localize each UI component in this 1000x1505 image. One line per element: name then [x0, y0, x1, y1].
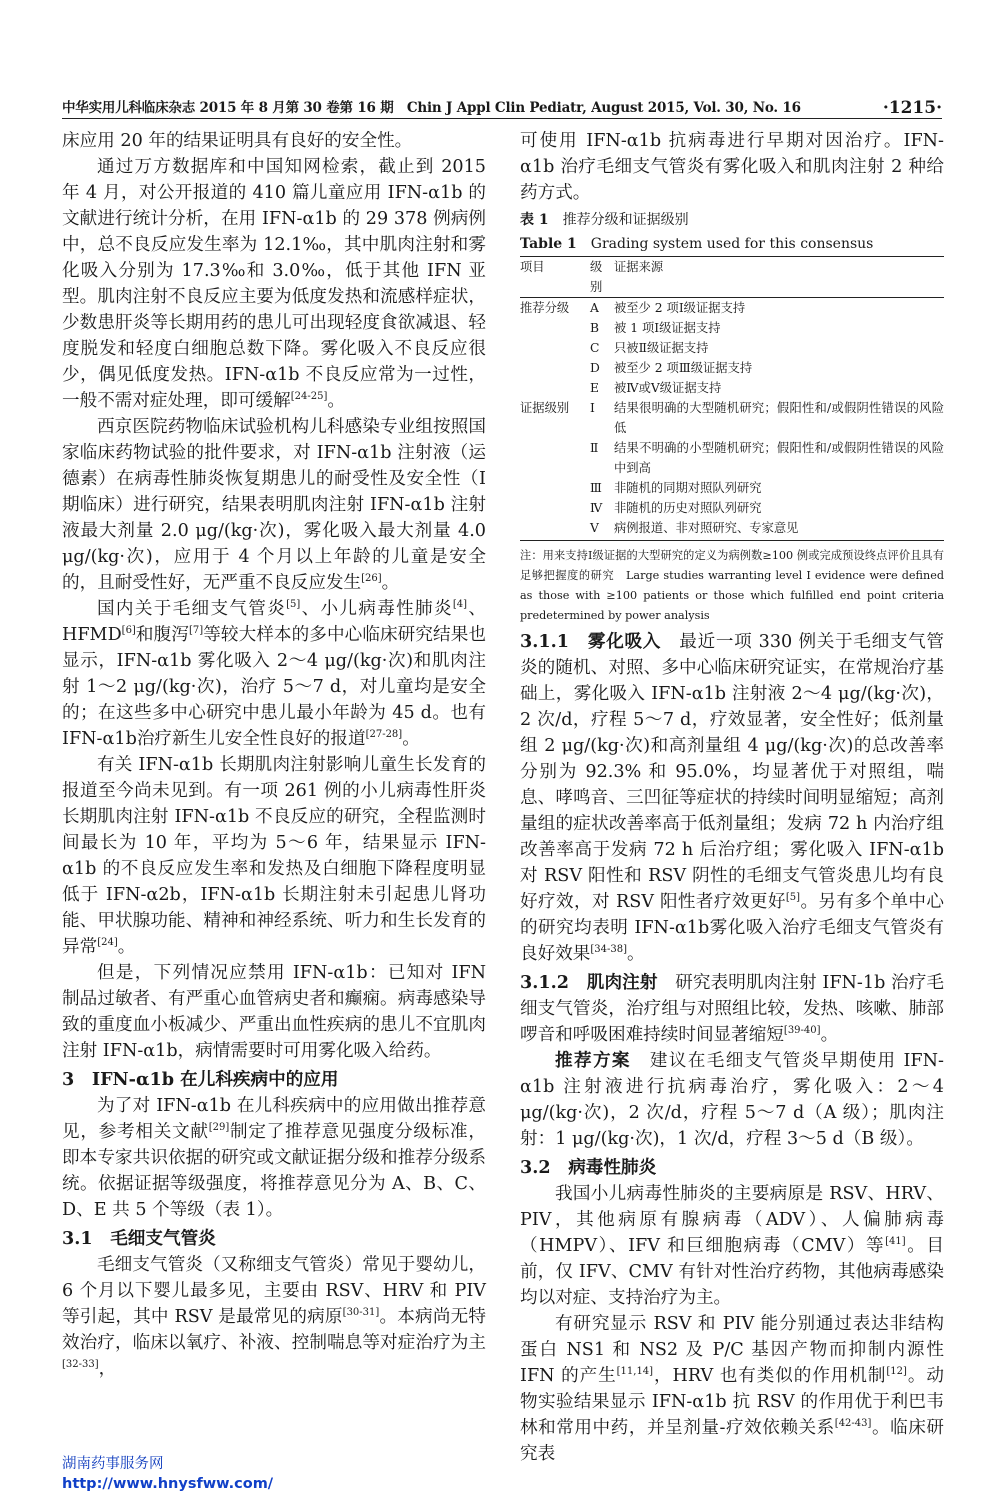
subsubsection-heading: 3.1.2 肌肉注射: [520, 972, 658, 993]
site-name: 湖南药事服务网: [62, 1456, 164, 1472]
paragraph: 为了对 IFN-α1b 在儿科疾病中的应用做出推荐意见，参考相关文献[29]制定了推荐意见强度分级标准，即本专家共识依据的研究或文献证据分级和推荐分级系统。依据证据等级强度，将推荐意见分为 A、B、C、D、E 共 5 个等级（表 1）。: [62, 1096, 486, 1220]
citation: [7]: [188, 625, 204, 636]
paragraph: 床应用 20 年的结果证明具有良好的安全性。: [62, 131, 413, 151]
subsection-heading: 3.1 毛细支气管炎: [62, 1228, 216, 1249]
paragraph: 有关 IFN-α1b 长期肌肉注射影响儿童生长发育的报道至今尚未见到。有一项 261 例的小儿病毒性肝炎长期肌肉注射 IFN-α1b 不良反应的研究，全程监测时间最长为 10 年，平均为 5～6 年，结果显示 IFN-α1b 的不良反应发生率和发热及白细胞下降程度明显低于 IFN-α2b，IFN-α1b 长期注射未引起患儿肾功能、甲状腺功能、精神和神经系统、听力和生长发育的异常[24]。: [62, 755, 486, 957]
table-cell: C: [590, 341, 600, 355]
table-cell: [520, 498, 590, 518]
paragraph: 毛细支气管炎（又称细支气管炎）常见于婴幼儿，6 个月以下婴儿最多见，主要由 RSV、HRV 和 PIV 等引起，其中 RSV 是最常见的病原[30-31]。本病尚无特效治疗，临床以氧疗、补液、控制喘息等对症治疗为主[32-33]，: [62, 1255, 486, 1379]
table-cell: Ⅱ: [590, 441, 599, 455]
table-caption-en: Table 1 Grading system used for this consensus: [520, 236, 874, 252]
citation: [12]: [886, 1366, 907, 1377]
table-header-cell: 项目: [520, 257, 590, 298]
paragraph: 但是，下列情况应禁用 IFN-α1b：已知对 IFN 制品过敏者、有严重心血管病史者和癫痫。病毒感染导致的重度血小板减少、严重出血性疾病的患儿不宜肌肉注射 IFN-α1b，病情需要时可用雾化吸入给药。: [62, 963, 486, 1061]
paragraph: 3.1.1 雾化吸入 最近一项 330 例关于毛细支气管炎的随机、对照、多中心临床研究证实，在常规治疗基础上，雾化吸入 IFN-α1b 注射液 2～4 μg/(kg·次)，2 次/d，疗程 5～7 d，疗效显著，安全性好；低剂量组 2 μg/(kg·次)和高剂量组 4 μg/(kg·次)的总改善率分别为 92.3% 和 95.0%，均显著优于对照组，喘息、哮鸣音、三凹征等症状的持续时间明显缩短；高剂量组的症状改善率高于低剂量组；发病 72 h 内治疗组改善率高于发病 72 h 后治疗组；雾化吸入 IFN-α1b 对 RSV 阳性和 RSV 阴性的毛细支气管炎患儿均有良好疗效，对 RSV 阳性者疗效更好[5]。另有多个单中心的研究均表明 IFN-α1b雾化吸入治疗毛细支气管炎有良好效果[34-38]。: [520, 631, 944, 964]
table-cell: Ⅳ: [590, 501, 603, 515]
table-cell: 被Ⅳ或Ⅴ级证据支持: [614, 381, 722, 395]
section-heading: 3 IFN-α1b 在儿科疾病中的应用: [62, 1069, 339, 1090]
table-cell: [520, 478, 590, 498]
table-row: [520, 378, 944, 398]
left-column: [62, 128, 486, 1382]
citation: [30-31]: [342, 1307, 380, 1318]
header-rule: [62, 118, 942, 119]
citation: [24]: [97, 937, 118, 948]
table-cell: A: [590, 301, 599, 315]
table-cell: Ⅲ: [590, 481, 602, 495]
table-cell: Ⅰ: [590, 401, 595, 415]
recommendation-paragraph: 推荐方案 建议在毛细支气管炎早期使用 IFN-α1b 注射液进行抗病毒治疗，雾化吸入：2～4 μg/(kg·次)，2 次/d，疗程 5～7 d（A 级）；肌肉注射：1 μg/(kg·次)，1 次/d，疗程 3～5 d（B 级）。: [520, 1050, 944, 1149]
table-row: [520, 398, 944, 438]
table-row: [520, 298, 944, 319]
subsubsection-heading: 3.1.1 雾化吸入: [520, 631, 662, 652]
table-cell: 被至少 2 项Ⅰ级证据支持: [614, 301, 746, 315]
table-cell: 结果很明确的大型随机研究；假阳性和/或假阴性错误的风险低: [614, 401, 944, 435]
citation: [24-25]: [290, 391, 328, 402]
table-row: [520, 498, 944, 518]
table-cell: 只被Ⅱ级证据支持: [614, 341, 709, 355]
table-cell: 非随机的历史对照队列研究: [614, 501, 762, 515]
table-cell: 被 1 项Ⅰ级证据支持: [614, 321, 721, 335]
citation: [41]: [885, 1236, 906, 1247]
table-cell: 病例报道、非对照研究、专家意见: [614, 518, 944, 541]
recommendation-label: 推荐方案: [555, 1050, 631, 1071]
table-note: 注：用来支持Ⅰ级证据的大型研究的定义为病例数≥100 例或完成预设终点评价且具有足够把握度的研究 Large studies warranting level I evidence were defined as those with ≥100 patients or those which fulfilled end point criteria predetermined by power analysis: [520, 549, 944, 622]
table-cell: 结果不明确的小型随机研究；假阳性和/或假阴性错误的风险中到高: [614, 441, 944, 475]
table-row: [520, 518, 944, 541]
citation: [34-38]: [590, 944, 628, 955]
page-number: ·1215·: [882, 98, 942, 118]
citation: [11,14]: [616, 1366, 654, 1377]
table-row: [520, 358, 944, 378]
citation: [39-40]: [783, 1025, 821, 1036]
citation: [26]: [361, 573, 382, 584]
citation: [5]: [286, 599, 301, 610]
citation: [32-33]: [62, 1359, 99, 1370]
table-row: [520, 318, 944, 338]
table-cell: 推荐分级: [520, 301, 570, 315]
citation: [27-28]: [365, 729, 403, 740]
grading-table: [520, 256, 944, 541]
paragraph: 有研究显示 RSV 和 PIV 能分别通过表达非结构蛋白 NS1 和 NS2 及 P/C 基因产物而抑制内源性 IFN 的产生[11,14]，HRV 也有类似的作用机制[12]。动物实验结果显示 IFN-α1b 抗 RSV 的作用优于利巴韦林和常用中药，并呈剂量-疗效依赖关系[42-43]。临床研究表: [520, 1314, 944, 1464]
paragraph: 3.1.2 肌肉注射 研究表明肌肉注射 IFN-1b 治疗毛细支气管炎，治疗组与对照组比较，发热、咳嗽、肺部啰音和呼吸困难持续时间显著缩短[39-40]。: [520, 972, 944, 1045]
table-cell: [520, 338, 590, 358]
running-header: [62, 92, 942, 122]
subsection-heading: 3.2 病毒性肺炎: [520, 1157, 657, 1178]
table-cell: 非随机的同期对照队列研究: [614, 481, 762, 495]
table-cell: [520, 438, 590, 478]
table-header-cell: 级别: [590, 257, 614, 298]
citation: [4]: [452, 599, 468, 610]
citation: [29]: [208, 1122, 230, 1133]
paragraph: 可使用 IFN-α1b 抗病毒进行早期对因治疗。IFN-α1b 治疗毛细支气管炎有雾化吸入和肌肉注射 2 种给药方式。: [520, 131, 944, 203]
citation: [42-43]: [834, 1418, 872, 1429]
table-row: [520, 338, 944, 358]
table-header-row: [520, 257, 944, 298]
paragraph: 我国小儿病毒性肺炎的主要病原是 RSV、HRV、PIV，其他病原有腺病毒（ADV）、人偏肺病毒（HMPV）、IFV 和巨细胞病毒（CMV）等[41]。目前，仅 IFV、CMV 有针对性治疗药物，其他病毒感染均以对症、支持治疗为主。: [520, 1184, 944, 1308]
table-cell: 证据级别: [520, 401, 570, 415]
paragraph: 西京医院药物临床试验机构儿科感染专业组按照国家临床药物试验的批件要求，对 IFN-α1b 注射液（运德素）在病毒性肺炎恢复期患儿的耐受性及安全性（Ⅰ期临床）进行研究，结果表明肌肉注射 IFN-α1b 注射液最大剂量 2.0 μg/(kg·次)，雾化吸入最大剂量 4.0 μg/(kg·次)，应用于 4 个月以上年龄的儿童是安全的，且耐受性好，无严重不良反应发生[26]。: [62, 417, 486, 593]
table-row: [520, 478, 944, 498]
table-cell: [520, 318, 590, 338]
citation: [6]: [121, 625, 136, 636]
paragraph: 通过万方数据库和中国知网检索，截止到 2015 年 4 月，对公开报道的 410 篇儿童应用 IFN-α1b 的文献进行统计分析，在用 IFN-α1b 的 29 378 例病例中，总不良反应发生率为 12.1‰，其中肌肉注射和雾化吸入分别为 17.3‰和 3.0‰，低于其他 IFN 亚型。肌肉注射不良反应主要为低度发热和流感样症状，少数患肝炎等长期用药的患儿可出现轻度食欲减退、轻度脱发和轻度白细胞总数下降。雾化吸入不良反应很少，偶见低度发热。IFN-α1b 不良反应常为一过性，一般不需对症处理，即可缓解[24-25]。: [62, 157, 486, 411]
table-cell: [520, 378, 590, 398]
citation: [5]: [785, 892, 801, 903]
table-cell: E: [590, 381, 599, 395]
paragraph: 国内关于毛细支气管炎[5]、小儿病毒性肺炎[4]、HFMD[6]和腹泻[7]等较大样本的多中心临床研究结果也显示，IFN-α1b 雾化吸入 2～4 μg/(kg·次)和肌肉注射 1～2 μg/(kg·次)，治疗 5～7 d，对儿童均是安全的；在这些多中心研究中患儿最小年龄为 45 d。也有 IFN-α1b治疗新生儿安全性良好的报道[27-28]。: [62, 599, 486, 749]
table-cell: B: [590, 321, 600, 335]
table-row: [520, 438, 944, 478]
table-cell: Ⅴ: [590, 518, 614, 541]
table-cell: [520, 518, 590, 541]
table-caption-cn: 表 1 推荐分级和证据级别: [520, 212, 689, 228]
table-header-cell: 证据来源: [614, 257, 944, 298]
right-column: [520, 128, 944, 1467]
table-cell: [520, 358, 590, 378]
journal-citation: 中华实用儿科临床杂志 2015 年 8 月第 30 卷第 16 期 Chin J Appl Clin Pediatr, August 2015, Vol. 30, No. 16: [62, 100, 801, 116]
watermark-footer: [62, 1454, 273, 1494]
site-url[interactable]: http://www.hnysfww.com/: [62, 1476, 274, 1492]
table-cell: D: [590, 361, 600, 375]
table-cell: 被至少 2 项Ⅲ级证据支持: [614, 361, 753, 375]
